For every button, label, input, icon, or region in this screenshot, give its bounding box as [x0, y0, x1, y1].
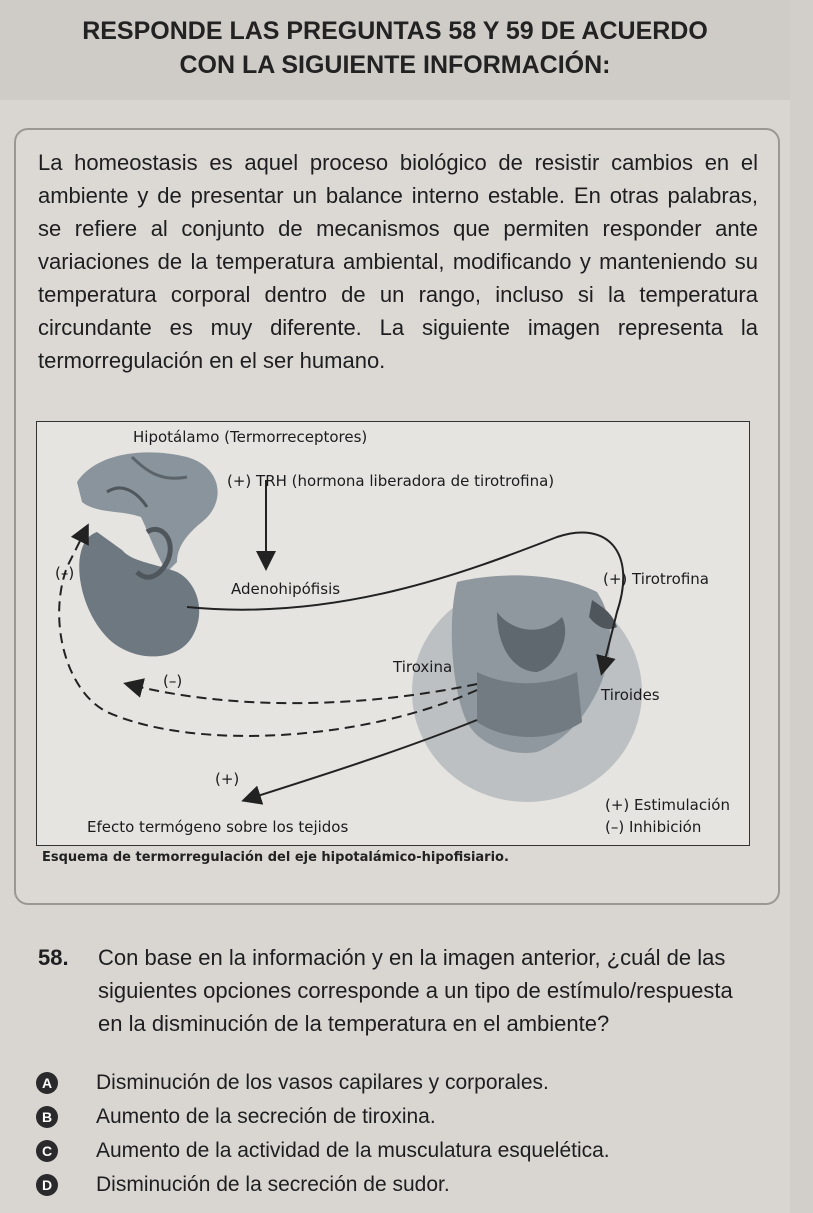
label-inhibition-left: (–): [55, 564, 75, 582]
answer-options: [36, 1066, 776, 1202]
option-a-letter: A: [36, 1072, 58, 1094]
option-b[interactable]: [36, 1100, 776, 1134]
option-d-text: Disminución de la secreción de sudor.: [96, 1173, 450, 1196]
question-number: 58.: [38, 945, 69, 970]
question-text: Con base en la información y en la imagen anterior, ¿cuál de las siguientes opciones corresponde a un tipo de estímulo/respuesta en la disminución de la temperatura en el ambiente?: [98, 945, 733, 1036]
header-line-2: CON LA SIGUIENTE INFORMACIÓN:: [179, 51, 611, 79]
label-trh: (+) TRH (hormona liberadora de tirotrofina): [227, 472, 555, 490]
label-thyroxine: Tiroxina: [393, 658, 453, 676]
option-b-text: Aumento de la secreción de tiroxina.: [96, 1105, 436, 1128]
option-c-letter: C: [36, 1140, 58, 1162]
page-edge: [790, 0, 813, 1213]
label-thyrotropin: (+) Tirotrofina: [603, 570, 709, 588]
label-inhibition-lower: (–): [163, 672, 183, 690]
thermoregulation-figure: [36, 421, 750, 846]
label-adenohypophysis: Adenohipófisis: [231, 580, 341, 598]
label-hypothalamus: Hipotálamo (Termorreceptores): [133, 428, 368, 446]
section-header: [0, 14, 790, 82]
intro-paragraph: La homeostasis es aquel proceso biológico de resistir cambios en el ambiente y de presentar un balance interno estable. En otras palabras, se refiere al conjunto de mecanismos que permiten responder ante variaciones de la temperatura ambiental, modificando y manteniendo su temperatura corporal dentro de un rango, incluso si la temperatura circundante es muy diferente. La siguiente imagen representa la termorregulación en el ser humano.: [38, 150, 758, 373]
legend-stimulation: (+) Estimulación: [605, 796, 730, 814]
option-d-letter: D: [36, 1174, 58, 1196]
label-thyroid: Tiroides: [601, 686, 660, 704]
question-58: [38, 941, 758, 1040]
label-thermogenic-effect: Efecto termógeno sobre los tejidos: [87, 818, 349, 836]
pituitary-illustration: [77, 452, 218, 656]
option-c[interactable]: [36, 1134, 776, 1168]
option-d[interactable]: [36, 1168, 776, 1202]
option-a[interactable]: [36, 1066, 776, 1100]
option-a-text: Disminución de los vasos capilares y corporales.: [96, 1071, 549, 1094]
option-c-text: Aumento de la actividad de la musculatura esquelética.: [96, 1139, 610, 1162]
legend-inhibition: (–) Inhibición: [605, 818, 702, 836]
figure-caption: Esquema de termorregulación del eje hipotalámico-hipofisiario.: [42, 850, 509, 865]
header-line-1: RESPONDE LAS PREGUNTAS 58 Y 59 DE ACUERDO: [82, 17, 708, 45]
option-b-letter: B: [36, 1106, 58, 1128]
label-stimulation-lower: (+): [215, 770, 240, 788]
